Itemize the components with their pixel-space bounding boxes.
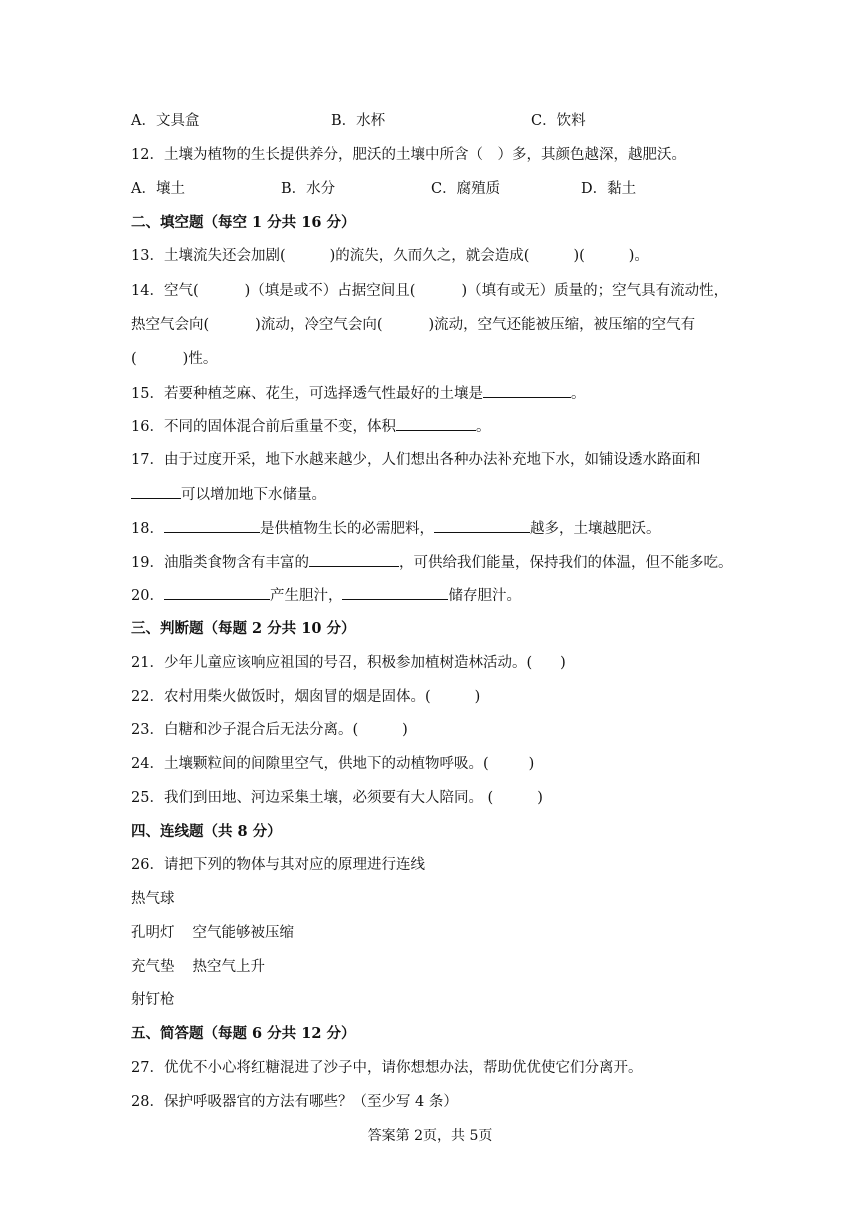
q14-text-5: )流动，冷空气会向( [255, 317, 383, 333]
matching-object: 热气球 [131, 891, 175, 907]
question-17-line-2 [131, 484, 326, 505]
question-13 [131, 246, 649, 266]
q20-blank-1 [164, 585, 270, 600]
question-14-line-1 [131, 281, 728, 301]
matching-object: 孔明灯 [131, 925, 175, 941]
q18-blank-1 [164, 518, 260, 533]
q20-text-3: 储存胆汁。 [448, 588, 521, 604]
q22-text-1: 22．农村用柴火做饭时，烟囱冒的烟是固体。( [131, 689, 431, 705]
q15-blank [483, 383, 571, 398]
q12-option-a: A．壤土 [131, 181, 185, 197]
q11-option-a: A．文具盒 [131, 113, 200, 129]
section-4-heading: 四、连线题（共 8 分） [131, 823, 282, 840]
question-21 [131, 653, 566, 673]
q20-text-2: 产生胆汁， [269, 588, 343, 604]
question-15 [131, 383, 585, 404]
q18-text-1: 18． [131, 521, 164, 537]
question-24 [131, 754, 534, 774]
q21-text-1: 21．少年儿童应该响应祖国的号召，积极参加植树造林活动。( [131, 655, 533, 671]
question-25 [131, 788, 543, 808]
q24-text-1: 24．土壤颗粒间的间隙里空气，供地下的动植物呼吸。( [131, 756, 489, 772]
q16-blank [396, 416, 476, 431]
question-14-line-3 [131, 349, 217, 369]
section-2-heading: 二、填空题（每空 1 分共 16 分） [131, 214, 356, 231]
q11-option-b: B．水杯 [331, 113, 386, 129]
q14-text-2: )（填是或不）占据空间且( [244, 283, 416, 299]
matching-row [131, 957, 265, 977]
question-12: 12．土壤为植物的生长提供养分，肥沃的土壤中所含（ ）多，其颜色越深，越肥沃。 [131, 147, 686, 163]
matching-row [131, 923, 294, 943]
q12-option-d: D．黏土 [581, 181, 637, 197]
q19-text-1: 19．油脂类食物含有丰富的 [131, 555, 309, 571]
q17-blank [131, 484, 181, 499]
q20-text-1: 20． [131, 588, 164, 604]
page-footer: 答案第 2页，共 5页 [367, 1128, 493, 1144]
q23-text-2: ) [402, 722, 408, 738]
question-18 [131, 518, 660, 539]
q14-text-1: 14．空气( [131, 283, 199, 299]
q18-text-3: 越多，土壤越肥沃。 [529, 521, 661, 537]
matching-principle: 空气能够被压缩 [192, 925, 294, 941]
q12-option-b: B．水分 [281, 181, 336, 197]
matching-principle: 热空气上升 [192, 959, 265, 975]
question-26-prompt: 26．请把下列的物体与其对应的原理进行连线 [131, 857, 425, 873]
q24-text-2: ) [528, 756, 535, 772]
question-16 [131, 416, 490, 437]
q13-text-3: )( [573, 248, 585, 264]
q25-text-1: 25．我们到田地、河边采集土壤，必须要有大人陪同。 ( [131, 790, 494, 806]
q14-text-4: 热空气会向( [131, 317, 210, 333]
section-5-heading: 五、简答题（每题 6 分共 12 分） [131, 1025, 356, 1042]
q14-text-7: ( [131, 351, 137, 367]
q13-text-2: )的流失，久而久之，就会造成( [329, 248, 530, 264]
question-19 [131, 552, 732, 573]
q21-text-2: ) [560, 655, 566, 671]
q22-text-2: ) [474, 689, 481, 705]
question-23 [131, 720, 408, 740]
q19-blank [309, 552, 399, 567]
q20-blank-2 [342, 585, 448, 600]
q15-text-1: 15．若要种植芝麻、花生，可选择透气性最好的土壤是 [131, 386, 483, 402]
question-20 [131, 585, 521, 606]
matching-object: 射钉枪 [131, 992, 175, 1008]
q12-option-c: C．腐殖质 [431, 181, 501, 197]
question-27: 27．优优不小心将红糖混进了沙子中，请你想想办法，帮助优优使它们分离开。 [131, 1060, 643, 1076]
q19-text-2: ，可供给我们能量，保持我们的体温，但不能多吃。 [398, 555, 733, 571]
question-17-line-1: 17．由于过度开采，地下水越来越少，人们想出各种办法补充地下水，如铺设透水路面和 [131, 452, 701, 468]
q14-text-3: )（填有或无）质量的；空气具有流动性， [461, 283, 729, 299]
q17-text-2: 可以增加地下水储量。 [181, 487, 326, 503]
q15-text-2: 。 [570, 386, 586, 402]
q23-text-1: 23．白糖和沙子混合后无法分离。( [131, 722, 359, 738]
section-3-heading: 三、判断题（每题 2 分共 10 分） [131, 620, 356, 637]
matching-object: 充气垫 [131, 959, 175, 975]
q14-text-8: )性。 [182, 351, 218, 367]
q13-text-4: )。 [628, 248, 649, 264]
q11-option-c: C．饮料 [531, 113, 586, 129]
q25-text-2: ) [537, 790, 543, 806]
q16-text-2: 。 [475, 419, 491, 435]
question-14-line-2 [131, 315, 695, 335]
q16-text-1: 16．不同的固体混合前后重量不变，体积 [131, 419, 396, 435]
question-28: 28．保护呼吸器官的方法有哪些？（至少写 4 条） [131, 1094, 458, 1110]
q18-text-2: 是供植物生长的必需肥料， [259, 521, 434, 537]
q14-text-6: )流动，空气还能被压缩，被压缩的空气有 [428, 317, 696, 333]
question-22 [131, 687, 480, 707]
q18-blank-2 [434, 518, 530, 533]
q13-text-1: 13．土壤流失还会加剧( [131, 248, 286, 264]
